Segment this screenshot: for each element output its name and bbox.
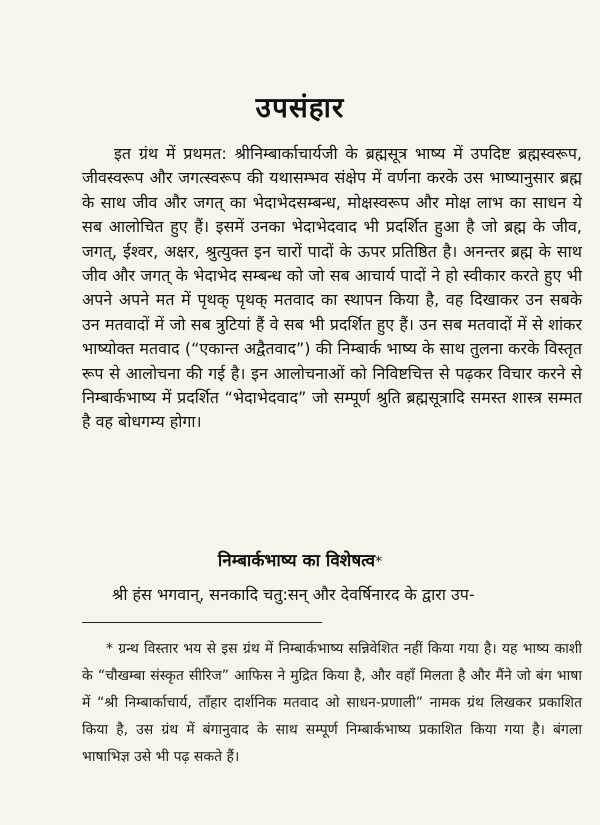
- footnote-text: * ग्रन्थ विस्तार भय से इस ग्रंथ में निम्बार्कभाष्य सन्निवेशित नहीं किया गया है। यह भाष्य काशी के “चौखम्बा संस्कृत सीरिज” आफिस ने मुद्रित किया है, और वहाँ मिलता है और मैंने जो बंग भाषा में “श्री निम्बार्काचार्य, ताँहार दार्शनिक मतवाद ओ साधन-प्रणाली” नामक ग्रंथ लिखकर प्रकाशित किया है, उस ग्रंथ में बंगानुवाद के साथ सम्पूर्ण निम्बार्कभाष्य प्रकाशित किया गया है। बंगला भाषाभिज्ञ उसे भी पढ़ सकते हैं।: [82, 641, 582, 765]
- footnote-marker: *: [375, 554, 383, 570]
- footnote-divider: [82, 622, 322, 623]
- body-paragraph: इत ग्रंथ में प्रथमत: श्रीनिम्बार्काचार्यजी के ब्रह्मसूत्र भाष्य में उपदिष्ट ब्रह्मस्वरूप, जीवस्वरूप और जगत्स्वरूप की यथासम्भव संक्षेप में वर्णना करके उस भाष्यानुसार ब्रह्म के साथ जीव और जगत् का भेदाभेदसम्बन्ध, मोक्षस्वरूप और मोक्ष लाभ का साधन ये सब आलोचित हुए हैं। इसमें उनका भेदाभेदवाद भी प्रदर्शित हुआ है जो ब्रह्म के जीव, जगत्, ईश्वर, अक्षर, श्रुत्युक्त इन चारों पादों के ऊपर प्रतिष्ठित है। अनन्तर ब्रह्म के साथ जीव और जगत् के भेदाभेद सम्बन्ध को जो सब आचार्य पादों ने हो स्वीकार करते हुए भी अपने अपने मत में पृथक् पृथक् मतवाद का स्थापन किया है, वह दिखाकर उन सबके उन मतवादों में जो सब त्रुटियां हैं वे सब भी प्रदर्शित हुए हैं। उन सब मतवादों में से शांकर भाष्योक्त मतवाद (“एकान्त अद्वैतवाद”) की निम्बार्क भाष्य के साथ तुलना करके विस्तृत रूप से आलोचना की गई है। इन आलोचनाओं को निविष्टचित्त से पढ़कर विचार करने से निम्बार्कभाष्य में प्रदर्शित “भेदाभेदवाद” जो सम्पूर्ण श्रुति ब्रह्मसूत्रादि समस्त शास्त्र सम्मत है वह बोधगम्य होगा।: [82, 144, 582, 432]
- section-heading-text: निम्बार्कभाष्य का विशेषत्व: [217, 551, 376, 571]
- section-heading: [0, 548, 600, 571]
- continuation-line: श्री हंस भगवान्, सनकादि चतु:सन् और देवर्षिनारद के द्वारा उप-: [112, 585, 475, 604]
- page-title: उपसंहार: [255, 91, 345, 124]
